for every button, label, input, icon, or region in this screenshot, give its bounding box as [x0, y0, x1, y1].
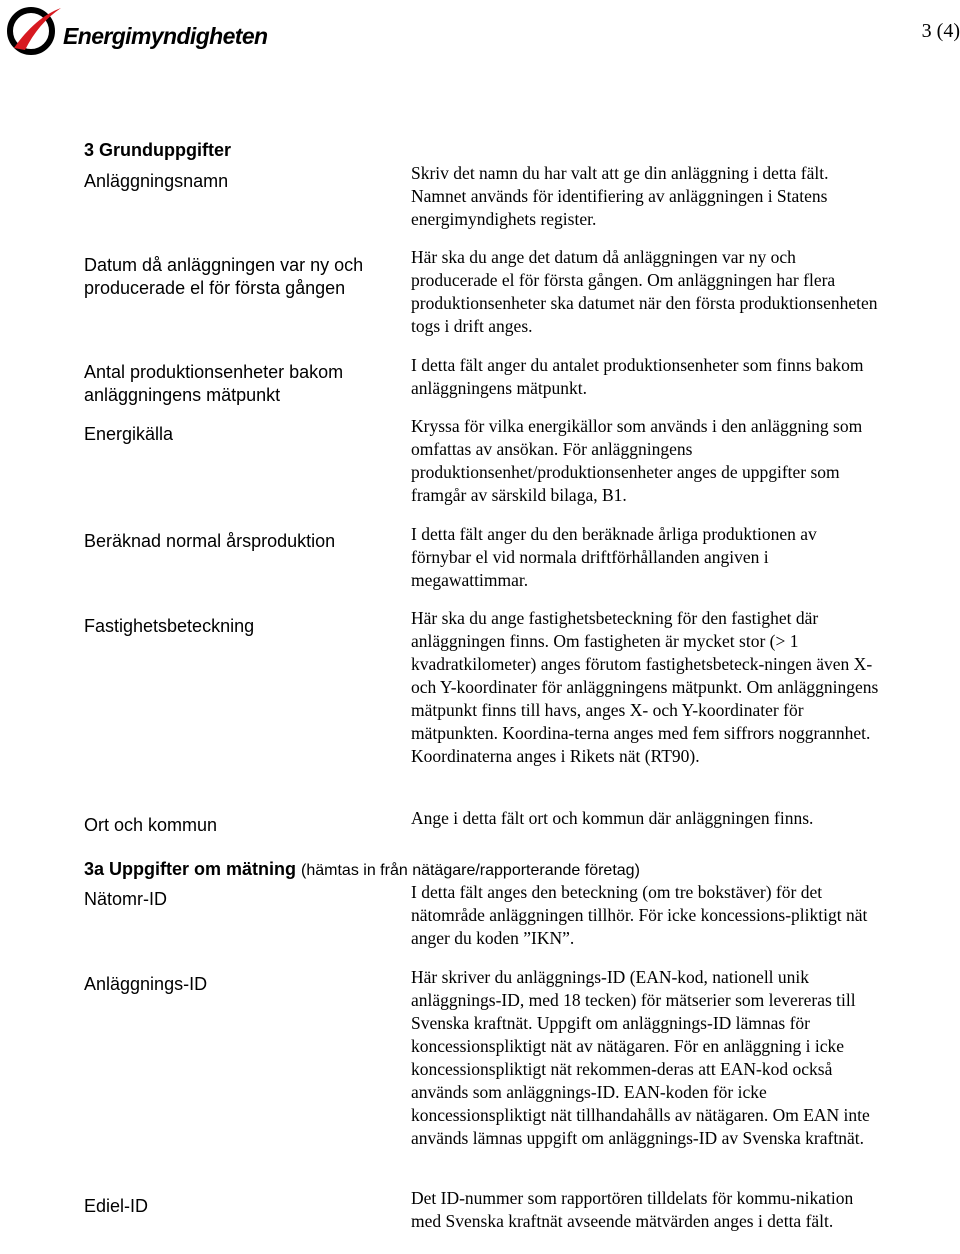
- field-description-arsproduktion: I detta fält anger du den beräknade årliga produktionen av förnybar el vid normala driftförhållanden angiven i megawattimmar.: [411, 524, 817, 590]
- field-label-fastighetsbeteckning: Fastighetsbeteckning: [84, 616, 255, 636]
- section-3a-subtitle: (hämtas in från nätägare/rapporterande företag): [301, 862, 640, 879]
- section-3-title: 3 Grunduppgifter: [84, 140, 231, 160]
- field-label-ort-och-kommun: Ort och kommun: [84, 815, 218, 835]
- field-description-antal-produktionsenheter: I detta fält anger du antalet produktionsenheter som finns bakom anläggningens mätpunkt.: [411, 355, 864, 398]
- field-label-energikalla: Energikälla: [84, 424, 174, 444]
- field-description-ort-och-kommun: Ange i detta fält ort och kommun där anläggningen finns.: [411, 808, 814, 828]
- field-description-anlaggningsnamn: Skriv det namn du har valt att ge din anläggning i detta fält. Namnet används för identifiering av anläggningen i Statens energimyndighets register.: [411, 163, 829, 229]
- field-label-ediel-id: Ediel-ID: [84, 1196, 149, 1216]
- field-label-arsproduktion: Beräknad normal årsproduktion: [84, 531, 336, 551]
- logo-text: Energimyndigheten: [63, 23, 268, 49]
- field-description-datum: Här ska du ange det datum då anläggningen var ny och producerade el för första gången. Om anläggningen har flera produktionsenheter ska datumet när den första produktionsenheten togs i drift anges.: [411, 247, 878, 336]
- field-description-ediel-id: Det ID-nummer som rapportören tilldelats för kommu-nikation med Svenska kraftnät avseende mätvärden anges i detta fält.: [411, 1188, 854, 1231]
- field-description-energikalla: Kryssa för vilka energikällor som används i den anläggning som omfattas av ansökan. För anläggningens produktionsenhet/produktionsenheter anges de uppgifter som framgår av särskild bilaga, B1.: [411, 416, 863, 505]
- logo-swoosh-icon: [6, 2, 62, 58]
- field-label-natomr-id: Nätomr-ID: [84, 889, 168, 909]
- energimyndigheten-logo: [6, 2, 268, 58]
- section-3a-heading: [84, 859, 640, 880]
- page-number: 3 (4): [921, 20, 960, 42]
- field-description-fastighetsbeteckning: Här ska du ange fastighetsbeteckning för den fastighet där anläggningen finns. Om fastigheten är mycket stor (> 1 kvadratkilometer) anges förutom fastighetsbeteck-ningen även X- och Y-koordinater för anläggningens mätpunkt. Om anläggningens mätpunkt finns till havs, anges X- och Y-koordinater för mätpunkten. Koordina-terna anges med fem siffrors noggrannhet. Koordinaterna anges i Rikets nät (RT90).: [411, 608, 879, 766]
- field-label-anlaggnings-id: Anläggnings-ID: [84, 974, 208, 994]
- section-3-heading: [84, 140, 231, 161]
- section-3a-title: 3a Uppgifter om mätning: [84, 859, 297, 879]
- field-description-anlaggnings-id: Här skriver du anläggnings-ID (EAN-kod, nationell unik anläggnings-ID, med 18 tecken) för mätserier som levereras till Svenska kraftnät. Uppgift om anläggnings-ID lämnas för koncessionspliktigt nät av nätägaren. För en anläggning i icke koncessionspliktigt nät rekommen-deras att EAN-kod också används som anläggnings-ID. EAN-koden för icke koncessionspliktigt nät tillhandahålls av nätägaren. Om EAN inte används lämnas uppgift om anläggnings-ID av Svenska kraftnät.: [411, 967, 870, 1148]
- field-label-datum: Datum då anläggningen var ny och producerade el för första gången: [84, 255, 364, 298]
- field-description-natomr-id: I detta fält anges den beteckning (om tre bokstäver) för det nätområde anläggningen tillhör. För icke koncessions-pliktigt nät anger du koden ”IKN”.: [411, 882, 868, 948]
- field-label-anlaggningsnamn: Anläggningsnamn: [84, 171, 229, 191]
- field-label-antal-produktionsenheter: Antal produktionsenheter bakom anläggningens mätpunkt: [84, 362, 344, 405]
